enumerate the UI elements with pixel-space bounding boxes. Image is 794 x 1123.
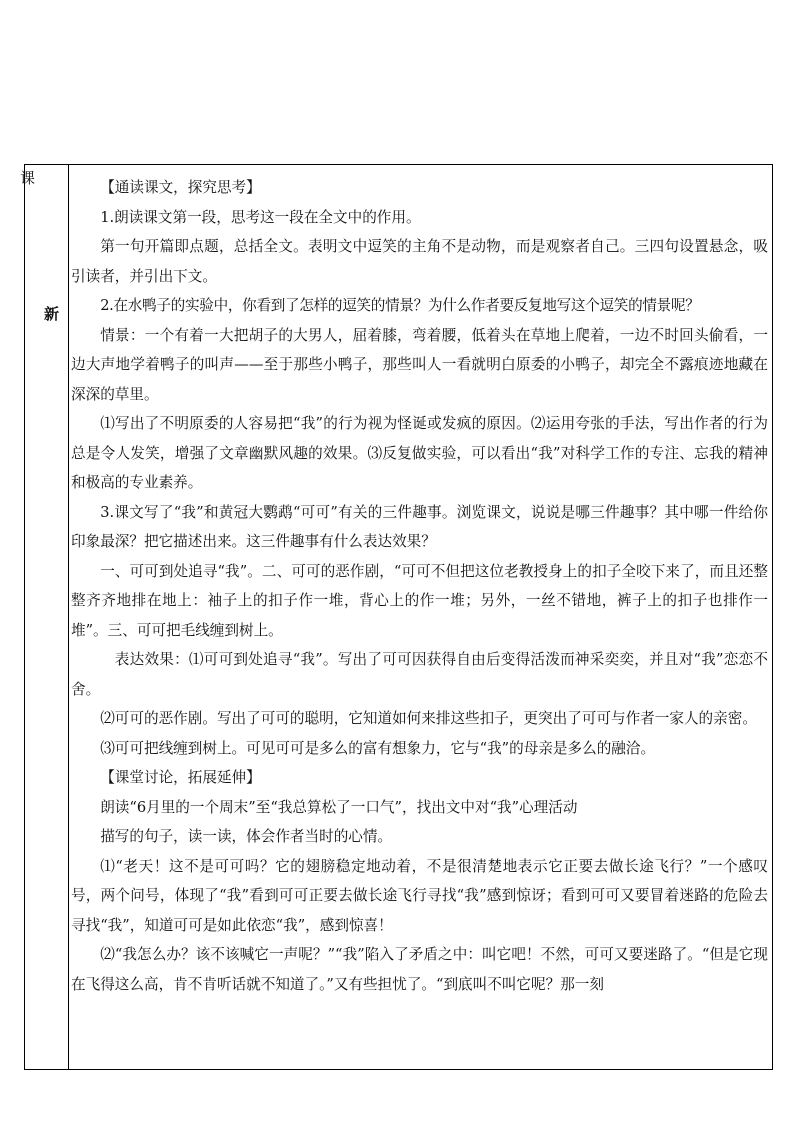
question-1: 1.朗读课文第一段，思考这一段在全文中的作用。: [100, 208, 421, 226]
answer-2-reasons: ⑴写出了不明原委的人容易把“我”的行为视为怪诞或发疯的原因。⑵运用夸张的手法，写出作者的行为总是令人发笑，增强了文章幽默风趣的效果。⑶反复做实验，可以看出“我”对科学工作的专注、忘我的精神和极高的专业素养。: [71, 415, 768, 491]
discussion-task-line-2: 描写的句子，读一读，体会作者当时的心情。: [100, 828, 393, 845]
answer-3-effect-3: ⑶可可把线缠到树上。可见可可是多么的富有想象力，它与“我”的母亲是多么的融洽。: [100, 739, 656, 757]
answer-3-effect-1: 表达效果：⑴可可到处追寻“我”。写出了可可因获得自由后变得活泼而神采奕奕，并且对“我”恋恋不舍。: [71, 651, 768, 698]
discussion-answer-2: ⑵“我怎么办？该不该喊它一声呢？”“我”陷入了矛盾之中：叫它吧！不然，可可又要迷路了。“但是它现在飞得这么高，肯不肯听话就不知道了。”又有些担忧了。“到底叫不叫它呢？那一刻: [71, 946, 768, 993]
answer-2-scene: 情景：一个有着一大把胡子的大男人，屈着膝，弯着腰，低着头在草地上爬着，一边不时回头偷看，一边大声地学着鸭子的叫声——至于那些小鸭子，那些叫人一看就明白原委的小鸭子，却完全不露痕迹地藏在深深的草里。: [71, 326, 768, 403]
answer-1: 第一句开篇即点题，总括全文。表明文中逗笑的主角不是动物，而是观察者自己。三四句设置悬念，吸引读者，并引出下文。: [71, 238, 768, 285]
lesson-content: [71, 173, 768, 999]
discussion-task-line-1: 朗读“6月里的一个周末”至“我总算松了一口气”，找出文中对“我”心理活动: [100, 798, 578, 816]
lesson-table: [20, 164, 773, 1070]
question-2: 2.在水鸭子的实验中，你看到了怎样的逗笑的情景？为什么作者要反复地写这个逗笑的情景呢？: [100, 297, 700, 314]
discussion-answer-1: ⑴“老天！这不是可可吗？它的翅膀稳定地动着，不是很清楚地表示它正要去做长途飞行？”一个感叹号，两个问号，体现了“我”看到可可正要去做长途飞行寻找“我”感到惊讶；看到可可又要冒着迷路的危险去寻找“我”，知道可可是如此依恋“我”，感到惊喜！: [71, 857, 768, 934]
section-label-cut-char: 课: [20, 169, 36, 187]
section-label-column: [20, 165, 69, 1069]
section-label: 新: [44, 305, 60, 323]
section-heading-discussion: 【课堂讨论，拓展延伸】: [100, 769, 261, 786]
question-3: 3.课文写了“我”和黄冠大鹦鹉“可可”有关的三件趣事。浏览课文，说说是哪三件趣事？其中哪一件给你印象最深？把它描述出来。这三件趣事有什么表达效果？: [71, 503, 768, 550]
answer-3-events: 一、可可到处追寻“我”。二、可可的恶作剧，“可可不但把这位老教授身上的扣子全咬下来了，而且还整整齐齐地排在地上：袖子上的扣子作一堆，背心上的作一堆；另外，一丝不错地，裤子上的扣子也排作一堆”。三、可可把毛线缠到树上。: [71, 562, 768, 639]
section-heading-read-explore: 【通读课文，探究思考】: [100, 179, 261, 196]
answer-3-effect-2: ⑵可可的恶作剧。写出了可可的聪明，它知道如何来排这些扣子，更突出了可可与作者一家人的亲密。: [100, 710, 757, 727]
